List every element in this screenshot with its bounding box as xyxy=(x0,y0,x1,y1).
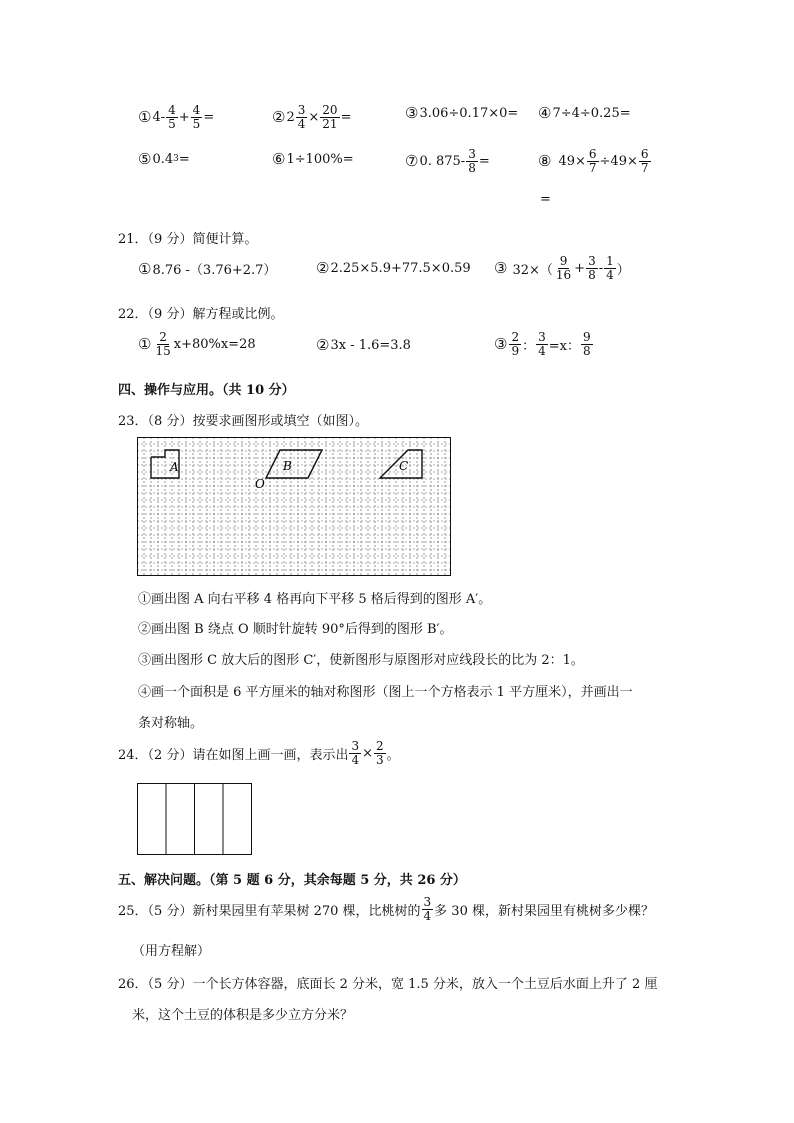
q23-step-2: ②画出图 B 绕点 O 顺时针旋转 90°后得到的图形 B′。 xyxy=(138,622,453,637)
q20-item-3: ③ 3.06÷0.17×0= xyxy=(405,104,519,122)
fraction: $\frac{3}{4}$ xyxy=(423,895,432,923)
q20-item-1: ① 4- $\frac{4}{5}$ + $\frac{4}{5}$ = xyxy=(138,103,215,131)
q22-item-2: ② 3x - 1.6=3.8 xyxy=(316,336,411,354)
q22-item-3: ③ $\frac{2}{9}$ ： $\frac{3}{4}$ =x： $\frac{9}{8}$ xyxy=(494,330,591,358)
q24-title: 24．（2 分）请在如图上画一画，表示出 $\frac{3}{4}$ × $\frac{2}{3}$ 。 xyxy=(118,739,400,767)
fraction: $\frac{6}{7}$ xyxy=(588,147,597,175)
fraction: $\frac{9}{16}$ xyxy=(555,254,572,282)
q25-line-2: （用方程解） xyxy=(132,944,211,959)
section-5-heading: 五、解决问题。（第 5 题 6 分，其余每题 5 分，共 26 分） xyxy=(118,873,466,888)
q20-item-8: ⑧ 49× $\frac{6}{7}$ ÷49× $\frac{6}{7}$ xyxy=(538,147,649,175)
fraction: $\frac{2}{15}$ xyxy=(155,330,171,358)
grid-figure xyxy=(137,437,451,576)
q22-title: 22．（9 分）解方程或比例。 xyxy=(118,307,284,322)
label-b: B xyxy=(283,459,292,473)
q21-title: 21．（9 分）简便计算。 xyxy=(118,232,258,247)
shape-b xyxy=(266,450,322,478)
fraction: $\frac{4}{5}$ xyxy=(192,103,201,131)
fraction-rectangle xyxy=(137,783,252,856)
label-o: O xyxy=(255,477,265,491)
q20-item-4: ④ 7÷4÷0.25= xyxy=(538,104,631,122)
q21-item-3: ③ 32×（ $\frac{9}{16}$ + $\frac{3}{8}$ - $\frac{1}{4}$ ） xyxy=(494,254,630,282)
q23-title: 23．（8 分）按要求画图形或填空（如图）。 xyxy=(118,414,368,429)
q21-item-1: ① 8.76 -（3.76+2.7） xyxy=(138,259,277,278)
fraction: $\frac{3}{4}$ xyxy=(351,739,360,767)
q26-line-1: 26．（5 分）一个长方体容器，底面长 2 分米，宽 1.5 分米，放入一个土豆后水面上升了 2 厘 xyxy=(118,977,658,992)
q25-line-1: 25．（5 分）新村果园里有苹果树 270 棵，比桃树的 $\frac{3}{4}$ 多 30 棵，新村果园里有桃树多少棵？ xyxy=(118,895,654,923)
q26-line-2: 米，这个土豆的体积是多少立方分米？ xyxy=(132,1008,354,1023)
q23-step-4-line-2: 条对称轴。 xyxy=(138,716,204,731)
fraction: $\frac{3}{4}$ xyxy=(538,330,546,358)
fraction: $\frac{3}{8}$ xyxy=(468,147,476,175)
fraction: $\frac{2}{9}$ xyxy=(511,330,520,358)
fraction: $\frac{2}{3}$ xyxy=(376,739,384,767)
fraction: $\frac{4}{5}$ xyxy=(168,103,176,131)
q23-step-4-line-1: ④画一个面积是 6 平方厘米的轴对称图形（图上一个方格表示 1 平方厘米），并画出一 xyxy=(138,685,633,700)
q20-item-6: ⑥ 1÷100%= xyxy=(272,150,354,168)
label-c: C xyxy=(399,459,409,473)
q21-item-2: ② 2.25×5.9+77.5×0.59 xyxy=(316,259,471,277)
q22-item-1: ① $\frac{2}{15}$ x+80%x=28 xyxy=(138,330,256,358)
q20-item-8-equals: = xyxy=(540,192,551,207)
q20-item-2: ② 2 $\frac{3}{4}$ × $\frac{20}{21}$ = xyxy=(272,103,352,131)
q23-step-3: ③画出图形 C 放大后的图形 C′，使新图形与原图形对应线段长的比为 2：1。 xyxy=(138,653,584,668)
label-a: A xyxy=(170,460,179,474)
fraction: $\frac{1}{4}$ xyxy=(606,254,614,282)
q20-item-7: ⑦ 0. 875- $\frac{3}{8}$ = xyxy=(405,147,490,175)
fraction: $\frac{3}{4}$ xyxy=(297,103,306,131)
fraction: $\frac{3}{8}$ xyxy=(588,254,596,282)
fraction: $\frac{20}{21}$ xyxy=(322,103,338,131)
fraction: $\frac{9}{8}$ xyxy=(582,330,591,358)
q20-item-5: ⑤ 0.4 3 = xyxy=(138,150,190,168)
q23-step-1: ①画出图 A 向右平移 4 格再向下平移 5 格后得到的图形 A′。 xyxy=(138,592,492,607)
fraction: $\frac{6}{7}$ xyxy=(640,147,649,175)
section-4-heading: 四、操作与应用。（共 10 分） xyxy=(118,383,295,398)
